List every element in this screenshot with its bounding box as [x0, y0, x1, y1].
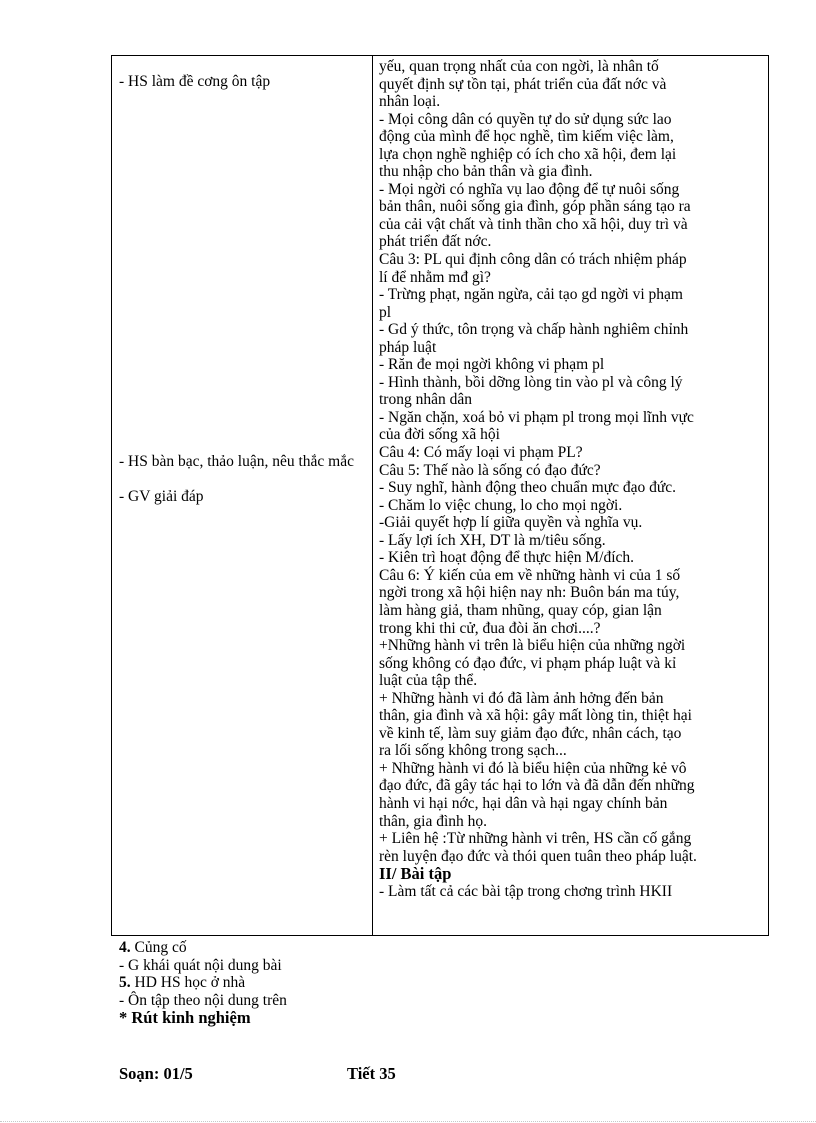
content-line: - Ngăn chặn, xoá bỏ vi phạm pl trong mọi lĩnh vực — [379, 408, 694, 426]
content-line: - Hình thành, bồi dỡng lòng tin vào pl và công lý — [379, 373, 683, 391]
content-line: - Suy nghĩ, hành động theo chuẩn mực đạo đức. — [379, 479, 677, 497]
left-note-3: - GV giải đáp — [119, 488, 204, 505]
content-line: sống không có đạo đức, vi phạm pháp luật và kỉ — [379, 654, 677, 672]
content-line: + Những hành vi đó là biểu hiện của những kẻ vô — [379, 759, 687, 777]
soan-date: Soạn: 01/5 — [119, 1064, 193, 1083]
content-line: đạo đức, đã gây tác hại to lớn và đã dẫn đến những — [379, 777, 695, 795]
content-line: - Răn đe mọi ngời không vi phạm pl — [379, 356, 605, 374]
content-line: trong nhân dân — [379, 391, 472, 409]
content-line: +Những hành vi trên là biểu hiện của những ngời — [379, 637, 686, 655]
content-line: phát triển đất nớc. — [379, 233, 492, 251]
content-line: - Mọi công dân có quyền tự do sử dụng sức lao — [379, 110, 672, 128]
content-line: rèn luyện đạo đức và thói quen tuân theo pháp luật. — [379, 847, 697, 865]
content-line: - Mọi ngời có nghĩa vụ lao động để tự nuôi sống — [379, 180, 680, 198]
content-line: - Trừng phạt, ngăn ngừa, cải tạo gd ngời vi phạm — [379, 286, 683, 304]
content-line: trong khi thi cử, đua đòi ăn chơi....? — [379, 619, 601, 637]
section-line: - G khái quát nội dung bài — [119, 956, 282, 974]
tiet-number: Tiết 35 — [347, 1064, 396, 1083]
content-line: ra lối sống không trong sạch... — [379, 742, 567, 760]
content-line: thân, gia đình và xã hội: gây mất lòng tin, thiệt hại — [379, 707, 692, 725]
content-line: bản thân, nuôi sống gia đình, góp phần sáng tạo ra — [379, 198, 691, 216]
left-note-1: - HS làm đề cơng ôn tập — [119, 73, 271, 90]
closing-section — [119, 939, 619, 1027]
column-divider — [372, 56, 373, 935]
section-cung-co — [119, 939, 619, 957]
content-line: quyết định sự tồn tại, phát triển của đất nớc và — [379, 75, 667, 93]
content-line: ngời trong xã hội hiện nay nh: Buôn bán ma túy, — [379, 584, 680, 602]
section-title: Củng cố — [130, 939, 187, 956]
content-line: Câu 3: PL qui định công dân có trách nhiệm pháp — [379, 251, 687, 269]
content-line: Câu 4: Có mấy loại vi phạm PL? — [379, 444, 583, 462]
section-hd — [119, 974, 619, 992]
content-line: thân, gia đình họ. — [379, 812, 488, 830]
section-line: - Ôn tập theo nội dung trên — [119, 991, 287, 1009]
content-line: Câu 6: Ý kiến của em về những hành vi của 1 số — [379, 566, 681, 584]
page-bottom-rule — [0, 1121, 816, 1122]
content-line: - Kiên trì hoạt động để thực hiện M/đích. — [379, 549, 635, 567]
rut-kinh-nghiem-heading: * Rút kinh nghiệm — [119, 1008, 251, 1027]
section-heading-bai-tap: II/ Bài tập — [379, 864, 452, 884]
section-number: 5. — [119, 974, 131, 991]
content-line: + Những hành vi đó đã làm ảnh hởng đến bản — [379, 689, 664, 707]
content-line: hành vi hại nớc, hại dân và hại ngay chính bản — [379, 794, 668, 812]
content-line: pháp luật — [379, 338, 437, 356]
content-line: - Chăm lo việc chung, lo cho mọi ngời. — [379, 496, 623, 514]
content-line: động của mình để học nghề, tìm kiếm việc làm, — [379, 128, 674, 146]
content-line: yếu, quan trọng nhất của con ngời, là nhân tố — [379, 58, 659, 75]
content-line: + Liên hệ :Từ những hành vi trên, HS cần cố gắng — [379, 830, 692, 848]
content-line: của cải vật chất và tinh thần cho xã hội, duy trì và — [379, 215, 688, 233]
content-line: của đời sống xã hội — [379, 426, 500, 444]
lesson-table — [111, 55, 769, 936]
content-line: luật của tập thể. — [379, 672, 478, 690]
content-line: pl — [379, 303, 392, 321]
content-line: về kinh tế, làm suy giảm đạo đức, nhân cách, tạo — [379, 724, 682, 742]
left-note-2: - HS bàn bạc, thảo luận, nêu thắc mắc — [119, 453, 354, 470]
section-number: 4. — [119, 939, 131, 956]
content-line: - Gd ý thức, tôn trọng và chấp hành nghiêm chỉnh — [379, 321, 689, 339]
right-column — [379, 58, 767, 900]
content-line: lựa chọn nghề nghiệp có ích cho xã hội, đem lại — [379, 145, 677, 163]
content-line: - Làm tất cả các bài tập trong chơng trình HKII — [379, 882, 673, 900]
content-line: - Lấy lợi ích XH, DT là m/tiêu sống. — [379, 531, 606, 549]
content-line: làm hàng giả, tham nhũng, quay cóp, gian lận — [379, 601, 662, 619]
content-line: thu nhập cho bản thân và gia đình. — [379, 163, 593, 181]
content-line: -Giải quyết hợp lí giữa quyền và nghĩa vụ. — [379, 514, 643, 532]
content-line: lí để nhằm mđ gì? — [379, 268, 491, 286]
content-line: nhân loại. — [379, 93, 441, 111]
section-title: HD HS học ở nhà — [130, 974, 246, 991]
content-line: Câu 5: Thế nào là sống có đạo đức? — [379, 461, 601, 479]
